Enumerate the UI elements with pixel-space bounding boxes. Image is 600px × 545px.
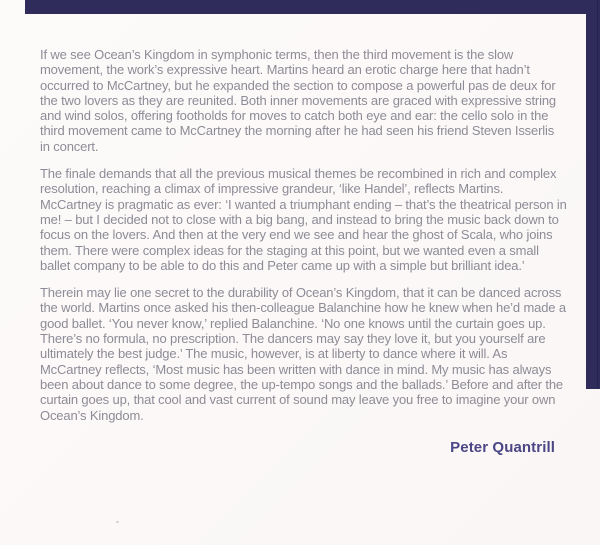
cover-background-edge-top bbox=[25, 0, 600, 14]
scan-dust-speck bbox=[116, 521, 119, 523]
author-credit: Peter Quantrill bbox=[450, 438, 555, 456]
liner-notes-text-block bbox=[40, 47, 567, 456]
paragraph-3: Therein may lie one secret to the durability of Ocean’s Kingdom, that it can be danced across the world. Martins once asked his then-colleague Balanchine how he knew when he’d made a good ballet. ‘You never know,’ replied Balanchine. ‘No one knows until the curtain goes up. There’s no formula, no prescription. The dancers may say they love it, but you yourself are ultimately the best judge.’ The music, however, is at liberty to dance where it will. As McCartney reflects, ‘Most music has been written with dance in mind. My music has always been about dance to some degree, the up-tempo songs and the ballads.’ Before and after the curtain goes up, that cool and vast current of sound may leave you free to imagine your own Ocean’s Kingdom. bbox=[40, 285, 566, 423]
paragraph-1: If we see Ocean’s Kingdom in symphonic terms, then the third movement is the slow movement, the work’s expressive heart. Martins heard an erotic charge here that hadn’t occurred to McCartney, but he expanded the section to compose a powerful pas de deux for the two lovers as they are reunited. Both inner movements are graced with expressive string and wind solos, offering footholds for moves to catch both eye and ear: the cello solo in the third movement came to McCartney the morning after he had seen his friend Steven Isserlis in concert. bbox=[40, 47, 556, 154]
paragraph-2: The finale demands that all the previous musical themes be recombined in rich and complex resolution, reaching a climax of impressive grandeur, ‘like Handel’, reflects Martins. McCartney is pragmatic as ever: ‘I wanted a triumphant ending – that’s the theatrical person in me! – but I decided not to close with a big bang, and instead to bring the music back down to focus on the lovers. And then at the very end we see and hear the ghost of Scala, who joins them. There were complex ideas for the staging at this point, but we wanted even a small ballet company to be able to do this and Peter came up with a simple but brilliant idea.’ bbox=[40, 166, 567, 273]
page-edge-shadow bbox=[597, 0, 598, 389]
